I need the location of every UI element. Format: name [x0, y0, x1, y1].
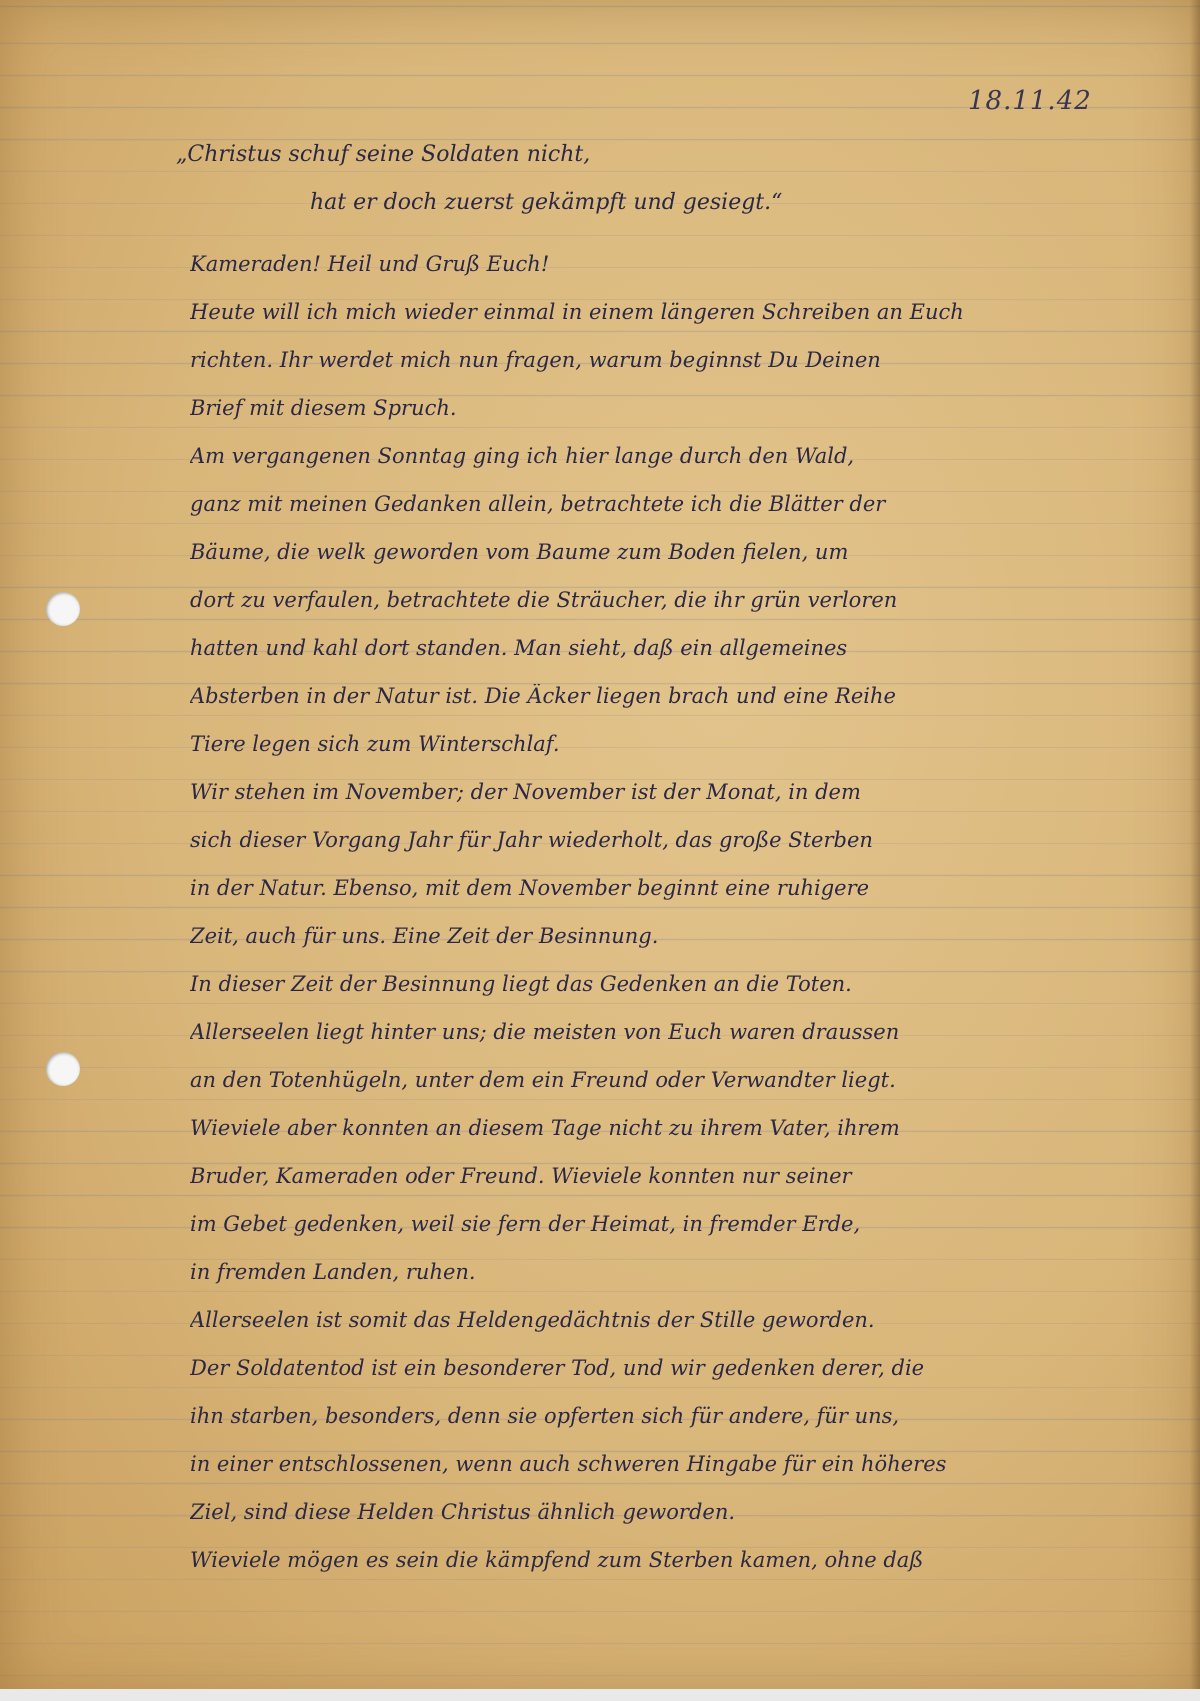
letter-line: ganz mit meinen Gedanken allein, betrachtete ich die Blätter der [190, 492, 886, 516]
letter-line: sich dieser Vorgang Jahr für Jahr wiederholt, das große Sterben [190, 828, 873, 852]
letter-line: Absterben in der Natur ist. Die Äcker liegen brach und eine Reihe [190, 684, 896, 708]
letter-line: Wieviele aber konnten an diesem Tage nicht zu ihrem Vater, ihrem [190, 1116, 900, 1140]
letter-line: Zeit, auch für uns. Eine Zeit der Besinnung. [190, 924, 659, 948]
letter-line: Heute will ich mich wieder einmal in einem längeren Schreiben an Euch [190, 300, 964, 324]
letter-line: Wir stehen im November; der November ist der Monat, in dem [190, 780, 861, 804]
punch-hole [46, 1052, 80, 1086]
letter-line: Allerseelen liegt hinter uns; die meisten von Euch waren draussen [190, 1020, 900, 1044]
letter-line: in einer entschlossenen, wenn auch schweren Hingabe für ein höheres [190, 1452, 947, 1476]
letter-line: Der Soldatentod ist ein besonderer Tod, und wir gedenken derer, die [190, 1356, 925, 1380]
letter-date: 18.11.42 [968, 86, 1092, 116]
paper-edge-shadow [1190, 0, 1200, 1701]
letter-line: Allerseelen ist somit das Heldengedächtnis der Stille geworden. [190, 1308, 875, 1332]
motto-line: hat er doch zuerst gekämpft und gesiegt.“ [310, 190, 783, 215]
letter-line: in fremden Landen, ruhen. [190, 1260, 476, 1284]
letter-line: an den Totenhügeln, unter dem ein Freund oder Verwandter liegt. [190, 1068, 896, 1092]
letter-line: in der Natur. Ebenso, mit dem November beginnt eine ruhigere [190, 876, 870, 900]
letter-line: ihn starben, besonders, denn sie opferten sich für andere, für uns, [190, 1404, 900, 1428]
letter-line: dort zu verfaulen, betrachtete die Sträucher, die ihr grün verloren [190, 588, 898, 612]
letter-line: im Gebet gedenken, weil sie fern der Heimat, in fremder Erde, [190, 1212, 861, 1236]
letter-line: hatten und kahl dort standen. Man sieht, daß ein allgemeines [190, 636, 848, 660]
scan-background [0, 1689, 1200, 1701]
motto-line: „Christus schuf seine Soldaten nicht, [176, 142, 591, 167]
punch-hole [46, 592, 80, 626]
letter-line: Bruder, Kameraden oder Freund. Wieviele konnten nur seiner [190, 1164, 852, 1188]
letter-line: richten. Ihr werdet mich nun fragen, warum beginnst Du Deinen [190, 348, 881, 372]
letter-line: Tiere legen sich zum Winterschlaf. [190, 732, 560, 756]
letter-line: Ziel, sind diese Helden Christus ähnlich geworden. [190, 1500, 736, 1524]
letter-line: Kameraden! Heil und Gruß Euch! [190, 252, 550, 276]
letter-line: Am vergangenen Sonntag ging ich hier lange durch den Wald, [190, 444, 855, 468]
letter-line: Wieviele mögen es sein die kämpfend zum Sterben kamen, ohne daß [190, 1548, 924, 1572]
letter-line: In dieser Zeit der Besinnung liegt das Gedenken an die Toten. [190, 972, 852, 996]
letter-line: Bäume, die welk geworden vom Baume zum Boden fielen, um [190, 540, 849, 564]
letter-line: Brief mit diesem Spruch. [190, 396, 457, 420]
